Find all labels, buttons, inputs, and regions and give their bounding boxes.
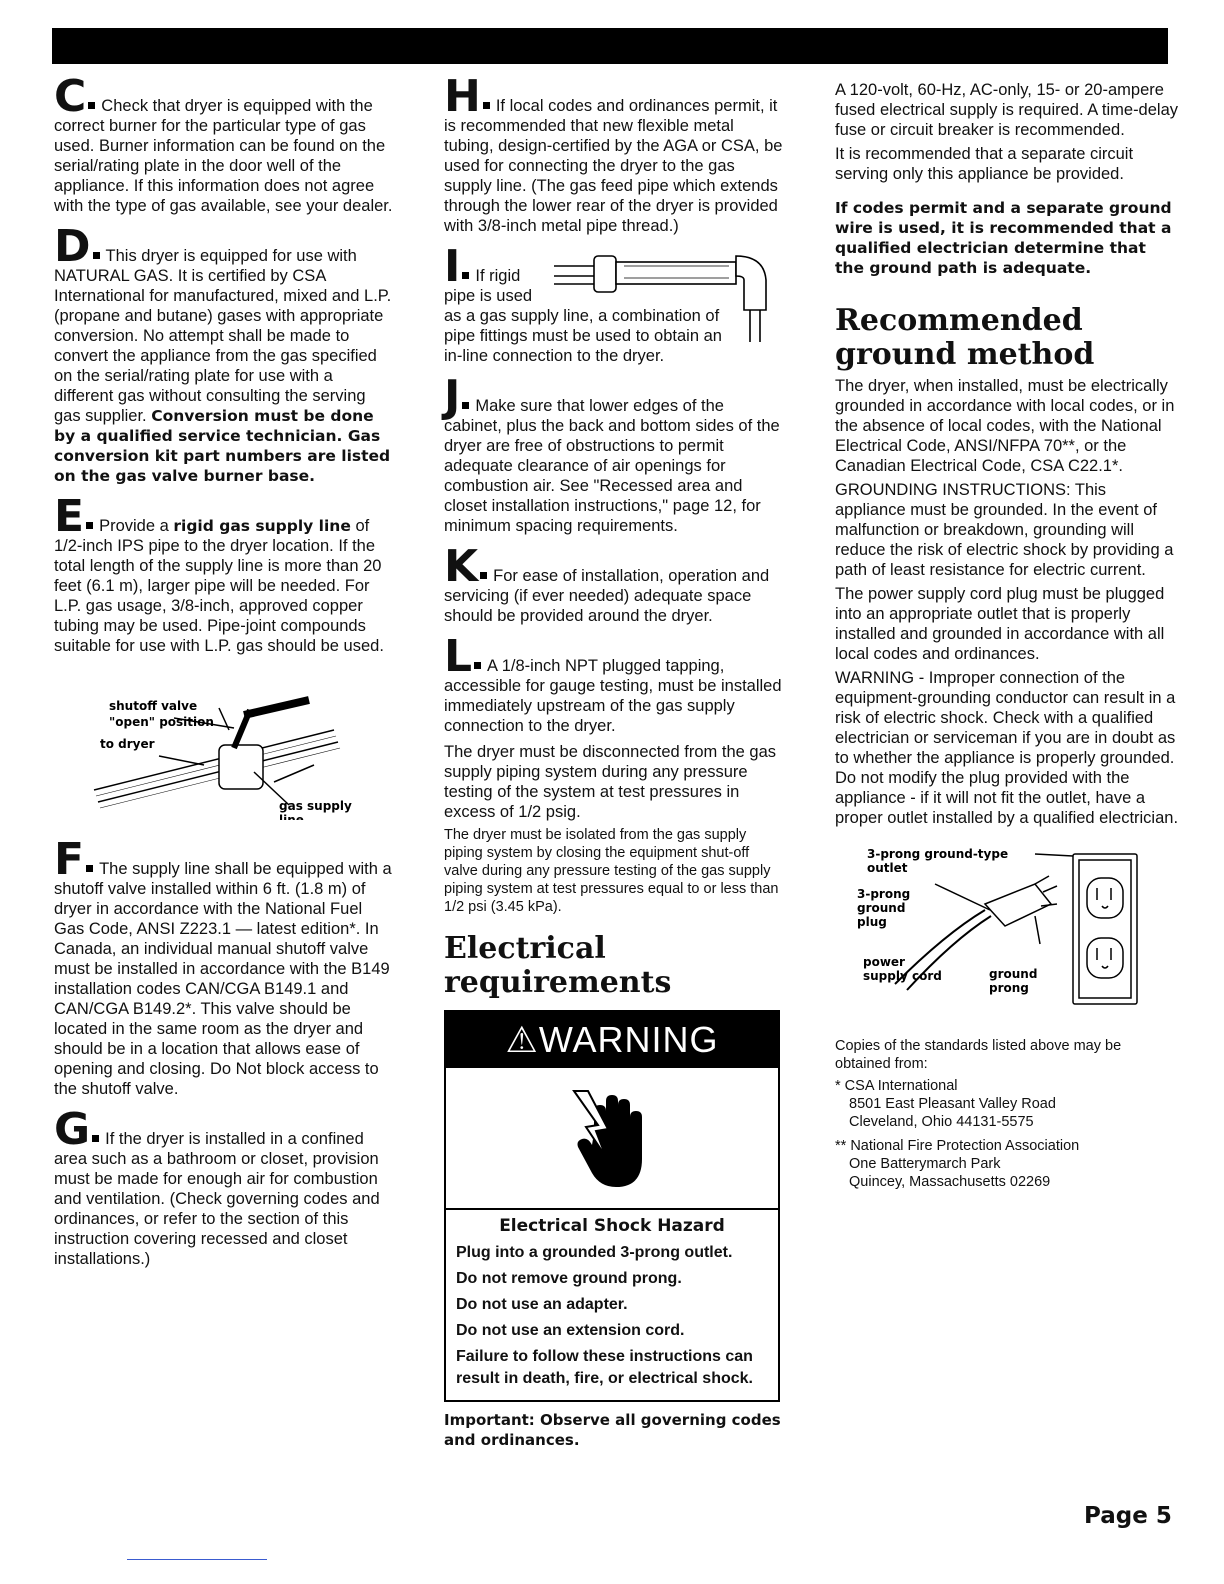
paragraph: It is recommended that a separate circuit serving only this appliance be provided. (835, 145, 1134, 183)
step-text: A 1/8-inch NPT plugged tapping, accessible for gauge testing, must be installed immediately upstream of the gas supply connection to the dryer. (444, 657, 782, 735)
paragraph: A 120-volt, 60-Hz, AC-only, 15- or 20-ampere fused electrical supply is required. A time-delay fuse or circuit breaker is recommended. (835, 81, 1179, 139)
valve-label: to dryer (100, 737, 155, 751)
nfpa-contact (835, 1137, 1180, 1191)
warning-title: Electrical Shock Hazard (499, 1216, 725, 1236)
warning-line: Do not remove ground prong. (456, 1270, 682, 1287)
step-i (444, 241, 784, 366)
step-g (54, 1104, 394, 1269)
bullet-square (86, 522, 93, 529)
step-letter: E (54, 491, 85, 542)
step-text: pipe is used (444, 287, 533, 305)
step-text: The supply line shall be equipped with a shutoff valve installed within 6 ft. (1.8 m) of dryer in accordance with the National Fuel Gas Code, ANSI Z223.1 — latest edition*. In Canada, an individual manual shutoff valve must be installed in accordance with the B149 installation codes CAN/CGA B149.1 and CAN/CGA B149.2*. This valve should be located in the same room as the dryer and should be in a location that allows ease of opening and closing. Do Not block access to the shutoff valve. (54, 860, 392, 1098)
paragraph: Copies of the standards listed above may be obtained from: (835, 1038, 1122, 1072)
bullet-square (474, 662, 481, 669)
step-letter: L (444, 631, 473, 682)
warning-triangle-icon: ⚠ (505, 1019, 539, 1060)
bullet-square (462, 272, 469, 279)
bullet-square (88, 102, 95, 109)
valve-label: "open" position (109, 715, 214, 729)
plug-label: supply cord (863, 969, 942, 983)
step-text: For ease of installation, operation and servicing (if ever needed) adequate space should be provided around the dryer. (444, 567, 770, 625)
heading-line: requirements (444, 965, 672, 1000)
warning-body (446, 1210, 778, 1400)
step-d (54, 221, 394, 486)
bullet-square (462, 402, 469, 409)
step-letter: I (444, 241, 461, 292)
step-letter: D (54, 221, 91, 272)
step-bold-text: Conversion must be done by a qualified service technician. Gas conversion kit part numbers are listed on the gas valve burner base. (54, 407, 391, 485)
paragraph: The dryer, when installed, must be electrically grounded in accordance with local codes, or in the absence of local codes, with the National Electrical Code, ANSI/NFPA 70**, or the Canadian Electrical Code, CSA C22.1*. (835, 377, 1175, 475)
step-letter: K (444, 541, 479, 592)
warning-line: Do not use an extension cord. (456, 1322, 685, 1339)
link-underline[interactable] (127, 1559, 267, 1560)
step-letter: H (444, 71, 481, 122)
step-letter: G (54, 1104, 91, 1155)
contact-address: One Batterymarch Park (849, 1156, 1001, 1172)
column-2 (444, 71, 784, 1454)
step-c (54, 71, 394, 216)
paragraph: WARNING - Improper connection of the equipment-grounding conductor can result in a risk of electric shock. Check with a qualified electrician or serviceman if you are in doubt as to whether the appliance is properly grounded. Do not modify the plug provided with the appliance - if it will not fit the outlet, have a proper outlet installed by a qualified electrician. (835, 669, 1179, 827)
plug-label: ground (989, 967, 1038, 981)
heading-line: ground method (835, 337, 1095, 372)
paragraph: The dryer must be isolated from the gas supply piping system by closing the equipment shut-off valve during any pressure testing of the gas supply piping system at test pressures equal to or less than 1/2 psi (3.45 kPa). (444, 827, 779, 915)
step-e (54, 491, 394, 656)
plug-label: outlet (867, 861, 908, 875)
column-1 (54, 71, 394, 1283)
step-letter: C (54, 71, 87, 122)
plug-label: prong (989, 981, 1029, 995)
bullet-square (92, 1135, 99, 1142)
electrical-requirements-heading (444, 932, 784, 1000)
warning-line: Do not use an adapter. (456, 1296, 628, 1313)
step-text: This dryer is equipped for use with NATURAL GAS. It is certified by CSA International for manufactured, mixed and L.P. (propane and butane) gases with appropriate conversion. No attempt shall be made to convert the appliance from the gas specified on the serial/rating plate for use with a different gas without consulting the serving gas supplier. (54, 247, 392, 425)
step-text: If local codes and ordinances permit, it is recommended that new flexible metal tubing, design-certified by the AGA or CSA, be used for connecting the dryer to the gas supply line. (The gas feed pipe which extends through the lower rear of the dryer is provided with 3/8-inch metal pipe thread.) (444, 97, 783, 235)
step-text: as a gas supply line, a combination of pipe fittings must be used to obtain an in-line connection to the dryer. (444, 307, 722, 365)
step-k (444, 541, 784, 626)
valve-label: gas supply (279, 799, 352, 813)
shutoff-valve-illustration (54, 670, 394, 820)
step-f (54, 834, 394, 1099)
contact-address: Cleveland, Ohio 44131-5575 (849, 1114, 1034, 1130)
warning-header-text: WARNING (538, 1019, 719, 1060)
step-h (444, 71, 784, 236)
step-text: If the dryer is installed in a confined area such as a bathroom or closet, provision must be made for enough air for combustion and ventilation. (Check governing codes and ordinances, or refer to the section of this instruction covering recessed and closet installations.) (54, 1130, 380, 1268)
valve-label: shutoff valve (109, 699, 198, 713)
heading-line: Electrical (444, 931, 606, 966)
paragraph: The power supply cord plug must be plugged into an appropriate outlet that is properly installed and grounded in accordance with all local codes and ordinances. (835, 585, 1165, 663)
step-letter: J (444, 371, 461, 422)
plug-label: ground (857, 901, 906, 915)
plug-label: 3-prong ground-type (867, 847, 1009, 861)
ground-method-heading (835, 304, 1180, 372)
step-text: Make sure that lower edges of the cabinet, plus the back and bottom sides of the dryer are free of obstructions to permit adequate clearance of air openings for combustion air. See "Recessed area and closet installation instructions," page 12, for minimum spacing requirements. (444, 397, 780, 535)
plug-label: plug (857, 915, 887, 929)
heading-line: Recommended (835, 303, 1083, 338)
bullet-square (93, 252, 100, 259)
grounded-plug-figure (835, 844, 1180, 1019)
step-text: If rigid (475, 267, 521, 285)
contact-name: ** National Fire Protection Association (835, 1138, 1080, 1154)
header-bar (52, 28, 1168, 64)
bold-paragraph: If codes permit and a separate ground wire is used, it is recommended that a qualified electrician determine that the ground path is adequate. (835, 199, 1172, 277)
plug-label: 3-prong (857, 887, 911, 901)
shutoff-valve-figure (54, 670, 394, 825)
paragraph: GROUNDING INSTRUCTIONS: This appliance must be grounded. In the event of malfunction or breakdown, grounding will reduce the risk of electric shock by providing a path of least resistance for electric current. (835, 481, 1174, 579)
valve-label: line (279, 813, 304, 820)
page-number: Page 5 (1084, 1503, 1172, 1529)
step-l (444, 631, 784, 736)
column-3 (835, 80, 1180, 1197)
csa-contact (835, 1077, 1180, 1131)
important-note: Important: Observe all governing codes and ordinances. (444, 1411, 781, 1449)
bullet-square (480, 572, 487, 579)
contact-address: 8501 East Pleasant Valley Road (849, 1096, 1056, 1112)
contact-name: * CSA International (835, 1078, 958, 1094)
contact-address: Quincey, Massachusetts 02269 (849, 1174, 1051, 1190)
plug-label: power (863, 955, 905, 969)
step-text: Check that dryer is equipped with the correct burner for the particular type of gas used. Burner information can be found on the serial/rating plate in the door well of the appliance. If this information does not agree with the type of gas available, see your dealer. (54, 97, 393, 215)
warning-header (446, 1012, 778, 1068)
paragraph: The dryer must be disconnected from the gas supply piping system during any pressure testing of the system at test pressures in excess of 1/2 psig. (444, 743, 776, 821)
step-letter: F (54, 834, 85, 885)
bullet-square (86, 865, 93, 872)
step-text: Provide a (99, 517, 169, 535)
step-bold-text: rigid gas supply line (173, 517, 351, 535)
warning-box (444, 1010, 780, 1402)
grounded-plug-illustration (835, 844, 1155, 1014)
warning-line: Plug into a grounded 3-prong outlet. (456, 1244, 733, 1261)
step-j (444, 371, 784, 536)
step-text: of 1/2-inch IPS pipe to the dryer location. If the total length of the supply line is more than 20 feet (6.1 m), larger pipe will be needed. For L.P. gas usage, 3/8-inch, approved copper tubing may be used. Pipe-joint compounds suitable for use with L.P. gas should be used. (54, 517, 384, 655)
electric-shock-hand-icon (446, 1068, 778, 1210)
warning-line: Failure to follow these instructions can result in death, fire, or electrical shock. (456, 1348, 753, 1387)
bullet-square (483, 102, 490, 109)
pipe-fittings-icon (554, 250, 784, 342)
shock-hazard-icon (572, 1083, 652, 1193)
